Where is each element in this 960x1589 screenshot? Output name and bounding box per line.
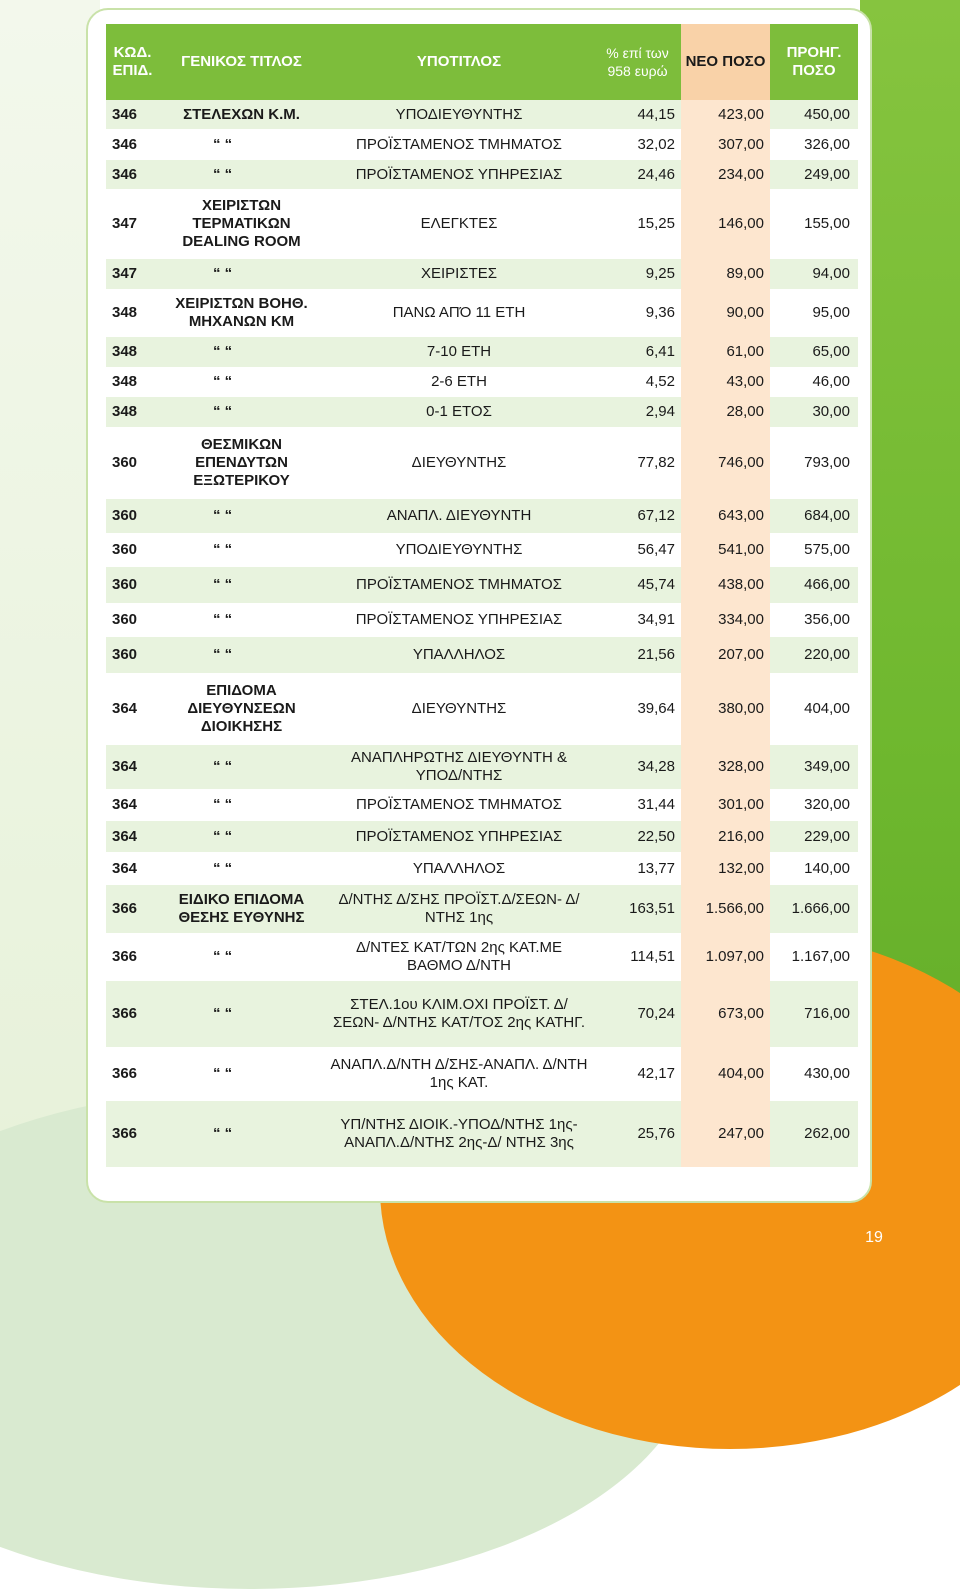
row-percentage: 67,12 xyxy=(594,499,681,533)
row-ditto-mark: “ “ xyxy=(159,745,324,789)
row-ditto-mark: “ “ xyxy=(159,1047,324,1101)
row-code: 364 xyxy=(106,745,159,789)
row-percentage: 24,46 xyxy=(594,160,681,189)
row-code: 360 xyxy=(106,567,159,603)
table-row xyxy=(106,637,858,673)
row-percentage: 114,51 xyxy=(594,933,681,981)
table-row xyxy=(106,129,858,160)
row-percentage: 21,56 xyxy=(594,637,681,673)
row-ditto-mark: “ “ xyxy=(159,533,324,567)
table-row xyxy=(106,981,858,1047)
row-previous-amount: 94,00 xyxy=(770,259,858,289)
header-code: ΚΩΔ. ΕΠΙΔ. xyxy=(106,24,159,100)
row-subtitle: ΠΡΟΪΣΤΑΜΕΝΟΣ ΥΠΗΡΕΣΙΑΣ xyxy=(324,160,594,189)
row-previous-amount: 450,00 xyxy=(770,100,858,129)
row-subtitle: ΣΤΕΛ.1ου ΚΛΙΜ.ΟΧΙ ΠΡΟΪΣΤ. Δ/ΣΕΩΝ- Δ/ΝΤΗΣ ΚΑΤ/ΤΟΣ 2ης ΚΑΤΗΓ. xyxy=(324,981,594,1047)
row-subtitle: Δ/ΝΤΕΣ ΚΑΤ/ΤΩΝ 2ης ΚΑΤ.ΜΕ ΒΑΘΜΟ Δ/ΝΤΗ xyxy=(324,933,594,981)
header-new-amount: ΝΕΟ ΠΟΣΟ xyxy=(681,24,770,100)
table-row xyxy=(106,533,858,567)
table-row xyxy=(106,603,858,637)
row-subtitle: 0-1 ΕΤΟΣ xyxy=(324,397,594,427)
row-previous-amount: 684,00 xyxy=(770,499,858,533)
table-row xyxy=(106,789,858,821)
row-previous-amount: 65,00 xyxy=(770,337,858,367)
row-percentage: 22,50 xyxy=(594,821,681,852)
row-subtitle: ΠΡΟΪΣΤΑΜΕΝΟΣ ΤΜΗΜΑΤΟΣ xyxy=(324,567,594,603)
row-subtitle: ΠΡΟΪΣΤΑΜΕΝΟΣ ΥΠΗΡΕΣΙΑΣ xyxy=(324,603,594,637)
table-row xyxy=(106,397,858,427)
table-row xyxy=(106,1101,858,1167)
table-row xyxy=(106,885,858,933)
table-row xyxy=(106,821,858,852)
row-percentage: 25,76 xyxy=(594,1101,681,1167)
row-previous-amount: 404,00 xyxy=(770,673,858,745)
row-previous-amount: 249,00 xyxy=(770,160,858,189)
row-percentage: 9,36 xyxy=(594,289,681,337)
row-previous-amount: 1.167,00 xyxy=(770,933,858,981)
row-subtitle: ΠΑΝΩ ΑΠΌ 11 ΕΤΗ xyxy=(324,289,594,337)
table-row xyxy=(106,100,858,129)
row-previous-amount: 356,00 xyxy=(770,603,858,637)
table-row xyxy=(106,189,858,259)
row-ditto-mark: “ “ xyxy=(159,567,324,603)
row-percentage: 42,17 xyxy=(594,1047,681,1101)
left-background-panel xyxy=(0,0,100,1289)
row-code: 364 xyxy=(106,673,159,745)
row-subtitle: ΠΡΟΪΣΤΑΜΕΝΟΣ ΥΠΗΡΕΣΙΑΣ xyxy=(324,821,594,852)
row-new-amount: 673,00 xyxy=(681,981,770,1047)
table-row xyxy=(106,259,858,289)
row-subtitle: ΠΡΟΪΣΤΑΜΕΝΟΣ ΤΜΗΜΑΤΟΣ xyxy=(324,129,594,160)
row-code: 366 xyxy=(106,885,159,933)
row-code: 366 xyxy=(106,981,159,1047)
row-new-amount: 234,00 xyxy=(681,160,770,189)
row-new-amount: 28,00 xyxy=(681,397,770,427)
row-general-title: ΧΕΙΡΙΣΤΩΝ ΒΟΗΘ. ΜΗΧΑΝΩΝ ΚΜ xyxy=(159,289,324,337)
row-new-amount: 643,00 xyxy=(681,499,770,533)
row-code: 366 xyxy=(106,933,159,981)
row-new-amount: 132,00 xyxy=(681,852,770,885)
row-subtitle: ΕΛΕΓΚΤΕΣ xyxy=(324,189,594,259)
row-code: 348 xyxy=(106,367,159,397)
row-ditto-mark: “ “ xyxy=(159,499,324,533)
row-code: 348 xyxy=(106,289,159,337)
table-row xyxy=(106,289,858,337)
row-new-amount: 380,00 xyxy=(681,673,770,745)
row-subtitle: ΧΕΙΡΙΣΤΕΣ xyxy=(324,259,594,289)
row-code: 347 xyxy=(106,259,159,289)
row-previous-amount: 320,00 xyxy=(770,789,858,821)
row-percentage: 13,77 xyxy=(594,852,681,885)
row-ditto-mark: “ “ xyxy=(159,603,324,637)
row-subtitle: ΥΠ/ΝΤΗΣ ΔΙΟΙΚ.-ΥΠΟΔ/ΝΤΗΣ 1ης- ΑΝΑΠΛ.Δ/ΝΤΗΣ 2ης-Δ/ ΝΤΗΣ 3ης xyxy=(324,1101,594,1167)
row-subtitle: ΥΠΑΛΛΗΛΟΣ xyxy=(324,637,594,673)
row-ditto-mark: “ “ xyxy=(159,821,324,852)
row-ditto-mark: “ “ xyxy=(159,637,324,673)
row-ditto-mark: “ “ xyxy=(159,259,324,289)
row-new-amount: 43,00 xyxy=(681,367,770,397)
row-code: 360 xyxy=(106,637,159,673)
table-row xyxy=(106,427,858,499)
row-code: 364 xyxy=(106,852,159,885)
header-subtitle: ΥΠΟΤΙΤΛΟΣ xyxy=(324,24,594,100)
header-percentage: % επί των 958 ευρώ xyxy=(594,24,681,100)
table-header-row xyxy=(106,24,858,100)
table-row xyxy=(106,1047,858,1101)
row-percentage: 2,94 xyxy=(594,397,681,427)
table-row xyxy=(106,745,858,789)
row-code: 360 xyxy=(106,533,159,567)
row-subtitle: ΔΙΕΥΘΥΝΤΗΣ xyxy=(324,673,594,745)
table-row xyxy=(106,367,858,397)
row-percentage: 32,02 xyxy=(594,129,681,160)
row-previous-amount: 155,00 xyxy=(770,189,858,259)
allowances-table xyxy=(106,24,858,1167)
row-percentage: 39,64 xyxy=(594,673,681,745)
row-code: 347 xyxy=(106,189,159,259)
row-new-amount: 89,00 xyxy=(681,259,770,289)
row-subtitle: ΑΝΑΠΛΗΡΩΤΗΣ ΔΙΕΥΘΥΝΤΗ & ΥΠΟΔ/ΝΤΗΣ xyxy=(324,745,594,789)
row-percentage: 9,25 xyxy=(594,259,681,289)
row-previous-amount: 793,00 xyxy=(770,427,858,499)
row-code: 346 xyxy=(106,160,159,189)
row-general-title: ΧΕΙΡΙΣΤΩΝ ΤΕΡΜΑΤΙΚΩΝ DEALING ROOM xyxy=(159,189,324,259)
row-new-amount: 216,00 xyxy=(681,821,770,852)
row-new-amount: 1.097,00 xyxy=(681,933,770,981)
row-code: 348 xyxy=(106,397,159,427)
row-percentage: 44,15 xyxy=(594,100,681,129)
row-ditto-mark: “ “ xyxy=(159,933,324,981)
row-ditto-mark: “ “ xyxy=(159,337,324,367)
row-previous-amount: 716,00 xyxy=(770,981,858,1047)
row-subtitle: Δ/ΝΤΗΣ Δ/ΣΗΣ ΠΡΟΪΣΤ.Δ/ΣΕΩΝ- Δ/ΝΤΗΣ 1ης xyxy=(324,885,594,933)
row-code: 346 xyxy=(106,129,159,160)
row-new-amount: 146,00 xyxy=(681,189,770,259)
row-percentage: 15,25 xyxy=(594,189,681,259)
row-previous-amount: 1.666,00 xyxy=(770,885,858,933)
row-new-amount: 90,00 xyxy=(681,289,770,337)
row-subtitle: ΑΝΑΠΛ.Δ/ΝΤΗ Δ/ΣΗΣ-ΑΝΑΠΛ. Δ/ΝΤΗ 1ης ΚΑΤ. xyxy=(324,1047,594,1101)
row-new-amount: 334,00 xyxy=(681,603,770,637)
row-percentage: 56,47 xyxy=(594,533,681,567)
row-ditto-mark: “ “ xyxy=(159,397,324,427)
row-percentage: 6,41 xyxy=(594,337,681,367)
row-code: 346 xyxy=(106,100,159,129)
row-new-amount: 301,00 xyxy=(681,789,770,821)
row-percentage: 163,51 xyxy=(594,885,681,933)
row-new-amount: 541,00 xyxy=(681,533,770,567)
row-general-title: ΕΠΙΔΟΜΑ ΔΙΕΥΘΥΝΣΕΩΝ ΔΙΟΙΚΗΣΗΣ xyxy=(159,673,324,745)
page-number: 19 xyxy=(865,1229,883,1246)
row-general-title: ΕΙΔΙΚΟ ΕΠΙΔΟΜΑ ΘΕΣΗΣ ΕΥΘΥΝΗΣ xyxy=(159,885,324,933)
row-new-amount: 746,00 xyxy=(681,427,770,499)
table-row xyxy=(106,673,858,745)
table-row xyxy=(106,160,858,189)
row-previous-amount: 229,00 xyxy=(770,821,858,852)
row-new-amount: 207,00 xyxy=(681,637,770,673)
row-new-amount: 1.566,00 xyxy=(681,885,770,933)
row-percentage: 4,52 xyxy=(594,367,681,397)
row-previous-amount: 95,00 xyxy=(770,289,858,337)
row-previous-amount: 349,00 xyxy=(770,745,858,789)
row-code: 366 xyxy=(106,1101,159,1167)
row-ditto-mark: “ “ xyxy=(159,789,324,821)
header-previous-amount: ΠΡΟΗΓ. ΠΟΣΟ xyxy=(770,24,858,100)
row-code: 364 xyxy=(106,821,159,852)
row-subtitle: ΠΡΟΪΣΤΑΜΕΝΟΣ ΤΜΗΜΑΤΟΣ xyxy=(324,789,594,821)
row-subtitle: ΥΠΟΔΙΕΥΘΥΝΤΗΣ xyxy=(324,533,594,567)
row-ditto-mark: “ “ xyxy=(159,852,324,885)
row-previous-amount: 220,00 xyxy=(770,637,858,673)
row-previous-amount: 466,00 xyxy=(770,567,858,603)
row-percentage: 31,44 xyxy=(594,789,681,821)
row-previous-amount: 575,00 xyxy=(770,533,858,567)
row-previous-amount: 430,00 xyxy=(770,1047,858,1101)
row-code: 360 xyxy=(106,427,159,499)
row-subtitle: ΥΠΟΔΙΕΥΘΥΝΤΗΣ xyxy=(324,100,594,129)
row-ditto-mark: “ “ xyxy=(159,1101,324,1167)
row-new-amount: 438,00 xyxy=(681,567,770,603)
row-percentage: 70,24 xyxy=(594,981,681,1047)
row-ditto-mark: “ “ xyxy=(159,160,324,189)
table-body xyxy=(106,100,858,1167)
table-row xyxy=(106,852,858,885)
row-ditto-mark: “ “ xyxy=(159,981,324,1047)
row-code: 366 xyxy=(106,1047,159,1101)
row-ditto-mark: “ “ xyxy=(159,129,324,160)
row-percentage: 45,74 xyxy=(594,567,681,603)
row-subtitle: 2-6 ΕΤΗ xyxy=(324,367,594,397)
row-new-amount: 404,00 xyxy=(681,1047,770,1101)
table-row xyxy=(106,567,858,603)
row-new-amount: 247,00 xyxy=(681,1101,770,1167)
allowances-table-container xyxy=(106,24,858,1167)
row-previous-amount: 326,00 xyxy=(770,129,858,160)
row-code: 360 xyxy=(106,603,159,637)
row-previous-amount: 140,00 xyxy=(770,852,858,885)
row-subtitle: ΔΙΕΥΘΥΝΤΗΣ xyxy=(324,427,594,499)
row-subtitle: 7-10 ΕΤΗ xyxy=(324,337,594,367)
table-row xyxy=(106,499,858,533)
row-previous-amount: 46,00 xyxy=(770,367,858,397)
row-ditto-mark: “ “ xyxy=(159,367,324,397)
row-new-amount: 423,00 xyxy=(681,100,770,129)
row-subtitle: ΑΝΑΠΛ. ΔΙΕΥΘΥΝΤΗ xyxy=(324,499,594,533)
table-row xyxy=(106,337,858,367)
row-code: 348 xyxy=(106,337,159,367)
table-row xyxy=(106,933,858,981)
row-new-amount: 61,00 xyxy=(681,337,770,367)
row-general-title: ΣΤΕΛΕΧΩΝ Κ.Μ. xyxy=(159,100,324,129)
row-previous-amount: 262,00 xyxy=(770,1101,858,1167)
row-code: 364 xyxy=(106,789,159,821)
row-percentage: 34,91 xyxy=(594,603,681,637)
row-percentage: 34,28 xyxy=(594,745,681,789)
row-general-title: ΘΕΣΜΙΚΩΝ ΕΠΕΝΔΥΤΩΝ ΕΞΩΤΕΡΙΚΟΥ xyxy=(159,427,324,499)
row-percentage: 77,82 xyxy=(594,427,681,499)
row-new-amount: 307,00 xyxy=(681,129,770,160)
row-previous-amount: 30,00 xyxy=(770,397,858,427)
row-code: 360 xyxy=(106,499,159,533)
row-subtitle: ΥΠΑΛΛΗΛΟΣ xyxy=(324,852,594,885)
row-new-amount: 328,00 xyxy=(681,745,770,789)
header-general-title: ΓΕΝΙΚΟΣ ΤΙΤΛΟΣ xyxy=(159,24,324,100)
